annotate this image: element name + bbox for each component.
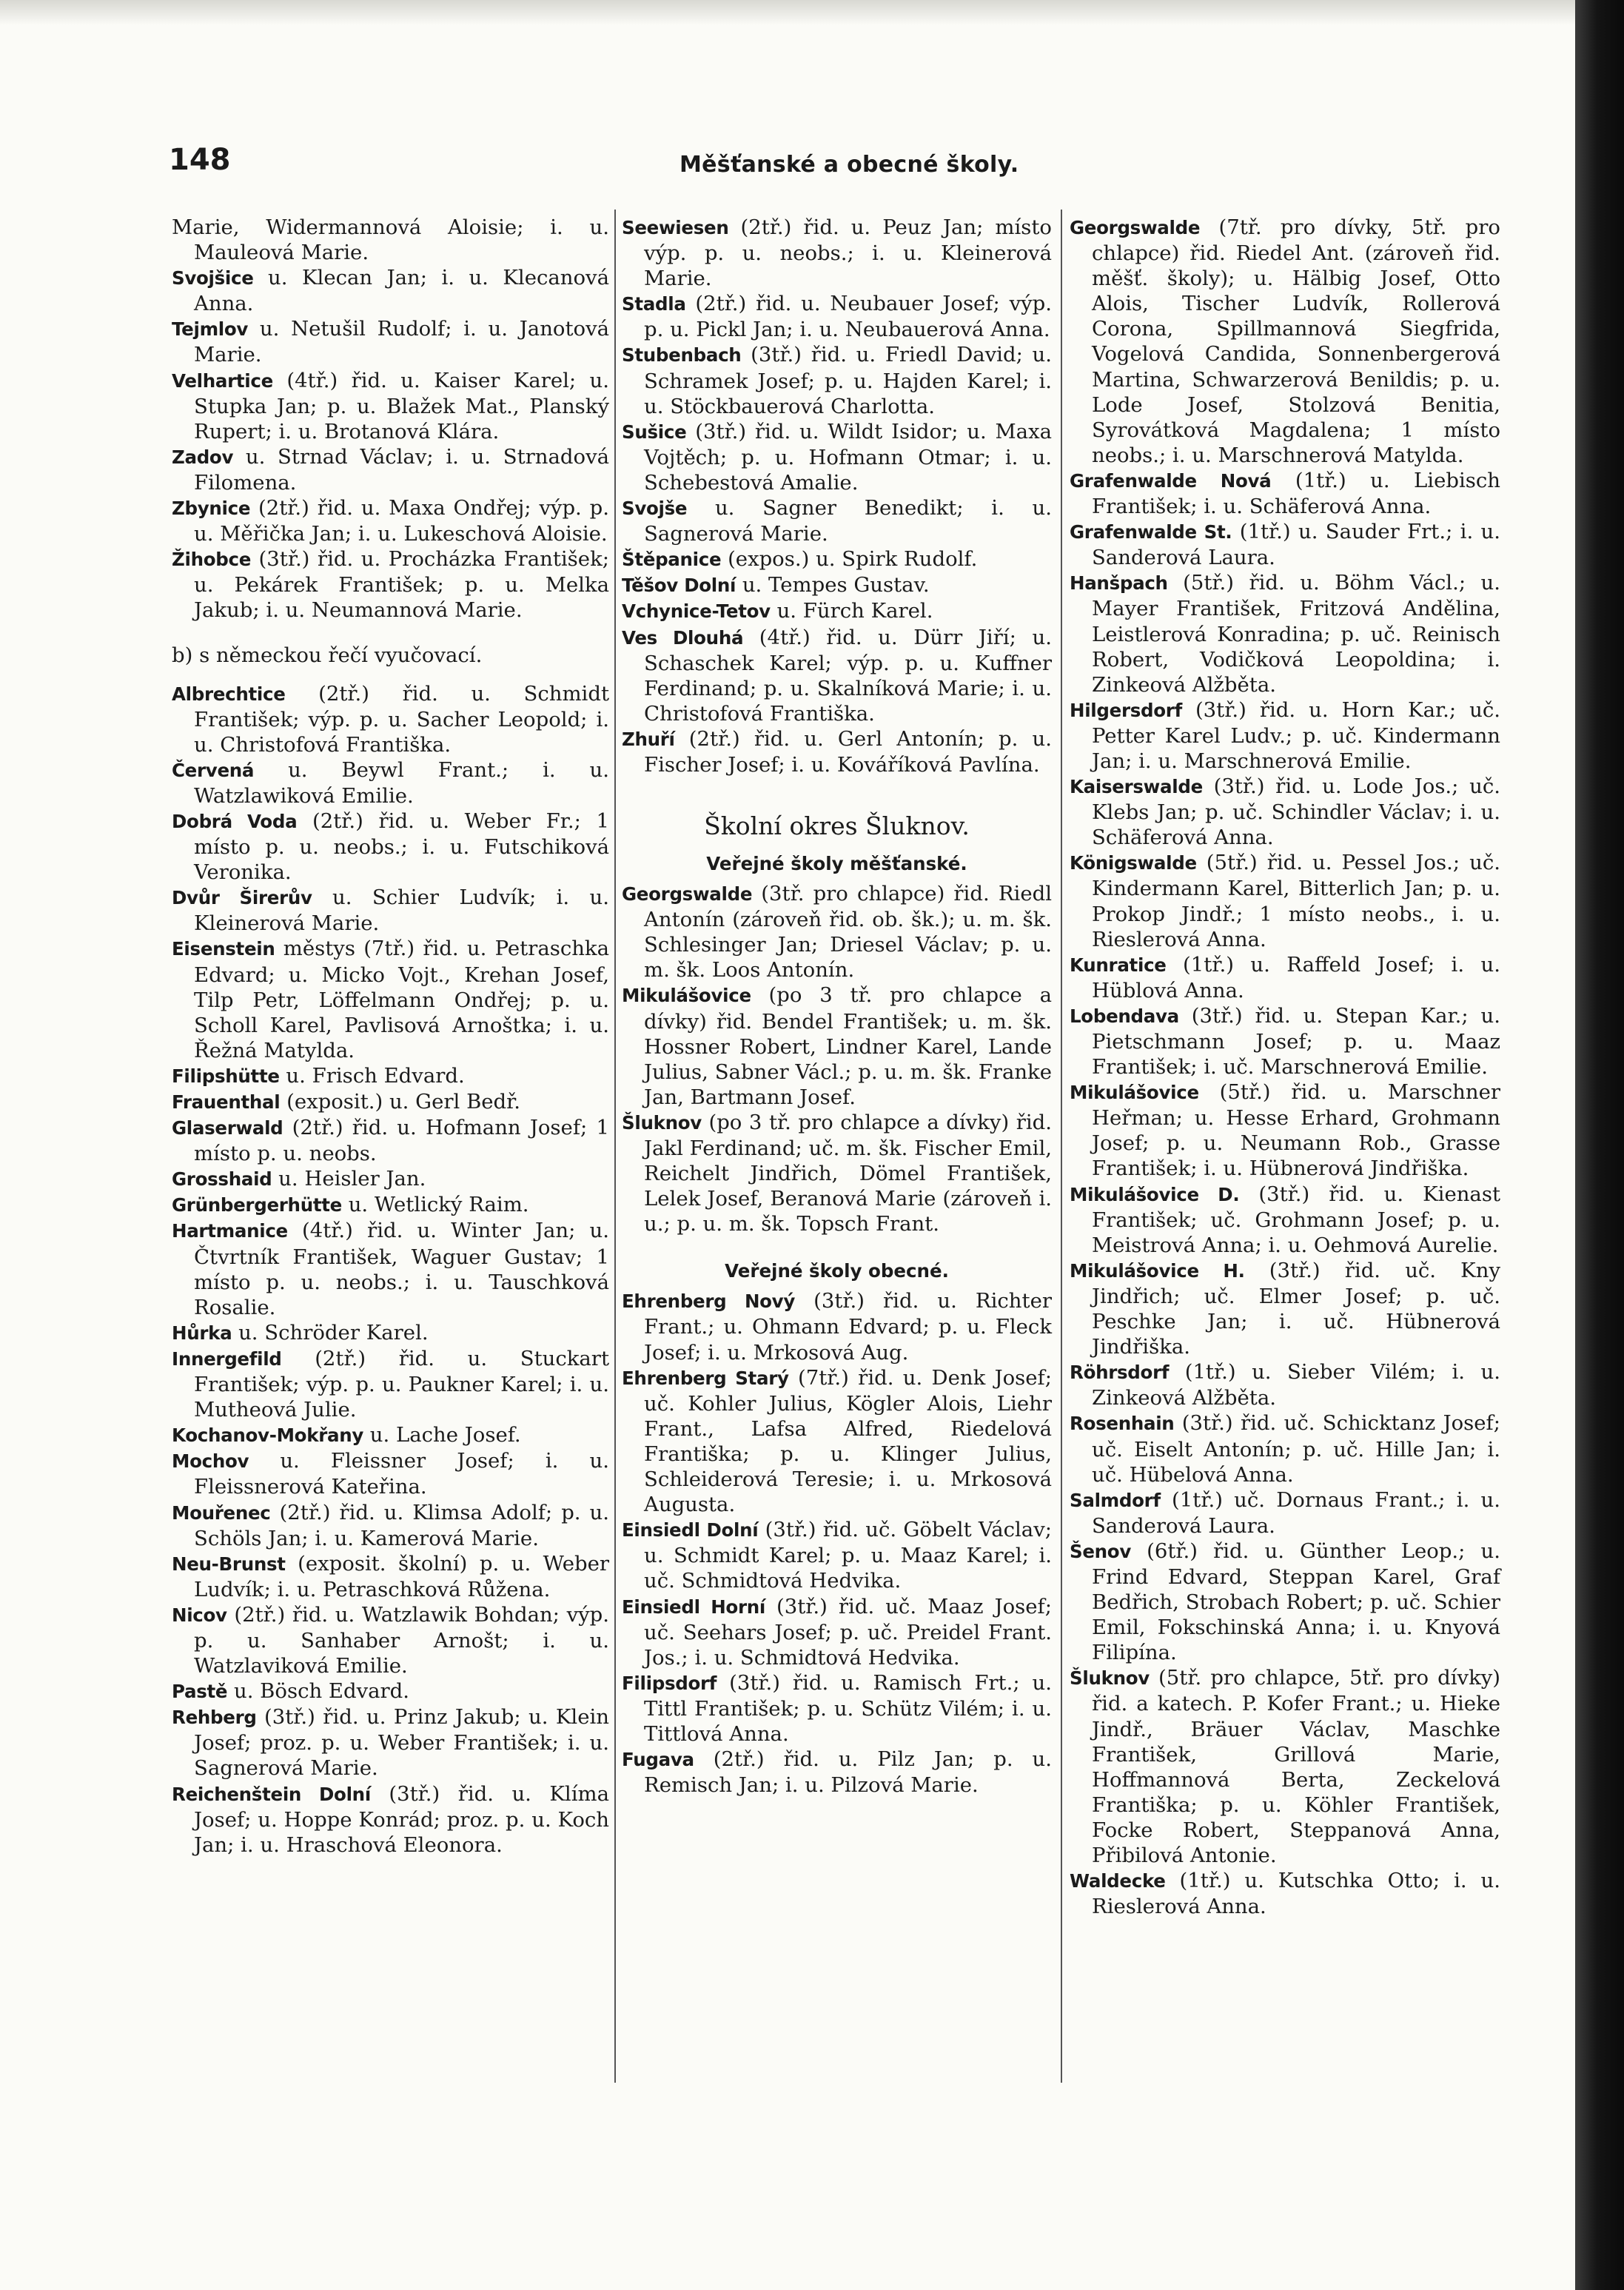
school-staff-text: (3tř.) řid. u. Friedl David; u. Schramek Josef; p. u. Hajden Karel; i. u. Stöckbauerová Charlotta. xyxy=(644,343,1052,418)
column-rule-1 xyxy=(614,210,616,2083)
school-place-name: Svojše xyxy=(622,498,688,520)
school-place-name: Žihobce xyxy=(172,549,252,571)
school-entry xyxy=(1070,952,1500,1003)
school-entry xyxy=(622,598,1052,624)
school-staff-text: (2tř.) řid. u. Peuz Jan; místo výp. p. u. neobs.; i. u. Kleinerová Marie. xyxy=(644,215,1052,291)
school-place-name: Ehrenberg Starý xyxy=(622,1367,789,1389)
school-staff-text: (1tř.) uč. Dornaus Frant.; i. u. Sanderová Laura. xyxy=(1092,1487,1500,1538)
school-staff-text: (5tř.) řid. u. Böhm Václ.; u. Mayer František, Fritzová Andělina, Leistlerová Konradina; p. uč. Reinisch Robert, Vodičková Leopoldina; i. Zinkeová Alžběta. xyxy=(1092,571,1500,697)
school-entry xyxy=(622,625,1052,726)
school-entry xyxy=(172,495,609,546)
school-place-name: Grafenwalde St. xyxy=(1070,521,1232,543)
school-place-name: Filipshütte xyxy=(172,1065,280,1087)
school-staff-text: (3tř.) řid. u. Stepan Kar.; u. Pietschmann Josef; p. u. Maaz František; i. uč. Marschnerová Emilie. xyxy=(1092,1003,1500,1079)
school-staff-text: (1tř.) u. Raffeld Josef; i. u. Hüblová Anna. xyxy=(1092,952,1500,1002)
school-staff-text: u. Fürch Karel. xyxy=(770,599,933,623)
school-entry xyxy=(172,681,609,757)
school-entry xyxy=(172,546,609,623)
school-entry xyxy=(1070,1258,1500,1359)
school-entry xyxy=(622,495,1052,546)
school-staff-text: u. Schier Ludvík; i. u. Kleinerová Marie. xyxy=(194,885,609,936)
school-entry xyxy=(1070,468,1500,519)
school-entry xyxy=(622,215,1052,291)
school-staff-text: (5tř.) řid. u. Marschner Heřman; u. Hesse Erhard, Grohmann Josef; p. u. Neumann Rob., Grasse František; i. u. Hübnerová Jindřiška. xyxy=(1092,1080,1500,1181)
school-entry xyxy=(1070,774,1500,850)
school-place-name: Rehberg xyxy=(172,1707,257,1729)
school-staff-text: (3tř.) řid. u. Horn Kar.; uč. Petter Karel Ludv.; p. uč. Kindermann Jan; i. u. Marschnerová Emilie. xyxy=(1092,697,1500,773)
school-entry xyxy=(622,1670,1052,1747)
school-staff-text: (7tř. pro dívky, 5tř. pro chlapce) řid. Riedel Ant. (zároveň řid. měšť. školy); u. Hälbig Josef, Otto Alois, Tischer Ludvík, Rollerová Corona, Spillmannová Siegfrida, Vogelová Candida, Sonnenbergerová Martina, Schwarzerová Benildis; p. u. Lode Josef, Stolzová Benitia, Syrovátková Magdalena; 1 místo neobs.; i. u. Marschnerová Matylda. xyxy=(1092,215,1500,467)
school-staff-text: u. Lache Josef. xyxy=(363,1423,521,1447)
school-place-name: Ehrenberg Nový xyxy=(622,1290,796,1313)
school-place-name: Grosshaid xyxy=(172,1168,272,1191)
school-entry xyxy=(172,368,609,444)
school-staff-text: u. Fleissner Josef; i. u. Fleissnerová Kateřina. xyxy=(194,1449,609,1499)
entry-list xyxy=(622,1288,1052,1798)
school-place-name: Innergefild xyxy=(172,1347,282,1370)
school-entry xyxy=(172,1320,609,1346)
school-entry xyxy=(172,1781,609,1858)
school-staff-text: (3tř.) řid. u. Klíma Josef; u. Hoppe Konrád; proz. p. u. Koch Jan; i. u. Hraschová Eleonora. xyxy=(194,1781,609,1857)
school-entry xyxy=(1070,850,1500,951)
school-staff-text: (2tř.) řid. u. Stuckart František; výp. p. u. Paukner Karel; i. u. Mutheová Julie. xyxy=(194,1346,609,1422)
school-entry xyxy=(172,1192,609,1218)
school-place-name: Einsiedl Dolní xyxy=(622,1519,759,1541)
school-entry xyxy=(622,982,1052,1109)
school-staff-text: (5tř. pro chlapce, 5tř. pro dívky) řid. a katech. P. Kofer Frant.; u. Hieke Jindř., Bräuer Václav, Maschke František, Grillová Marie, Hoffmannová Berta, Zeckelová Františka; p. u. Köhler František, Focke Robert, Steppanová Anna, Přibilová Antonie. xyxy=(1092,1666,1500,1867)
school-place-name: Einsiedl Horní xyxy=(622,1596,765,1618)
school-entry xyxy=(1070,1410,1500,1487)
school-entry xyxy=(1070,570,1500,697)
page-number: 148 xyxy=(169,143,231,177)
school-place-name: Svojšice xyxy=(172,267,254,289)
school-entry xyxy=(172,1602,609,1678)
school-place-name: Hanšpach xyxy=(1070,572,1168,595)
school-staff-text: (expos.) u. Spirk Rudolf. xyxy=(721,547,978,572)
school-place-name: Filipsdorf xyxy=(622,1672,717,1694)
school-entry xyxy=(1070,1539,1500,1665)
school-staff-text: (exposit.) u. Gerl Bedř. xyxy=(280,1090,521,1114)
school-place-name: Zadov xyxy=(172,446,234,468)
school-staff-text: (1tř.) u. Liebisch František; i. u. Schäferová Anna. xyxy=(1092,468,1500,519)
school-staff-text: (2tř.) řid. u. Gerl Antonín; p. u. Fischer Josef; i. u. Kováříková Pavlína. xyxy=(644,726,1052,777)
column-1 xyxy=(172,215,609,1858)
school-place-name: Ves Dlouhá xyxy=(622,626,744,649)
school-entry xyxy=(172,316,609,367)
school-staff-text: (2tř.) řid. u. Pilz Jan; p. u. Remisch Jan; i. u. Pilzová Marie. xyxy=(644,1747,1052,1798)
school-staff-text: (2tř.) řid. u. Weber Fr.; 1 místo p. u. neobs.; i. u. Futschiková Veronika. xyxy=(194,808,609,885)
school-entry xyxy=(172,1063,609,1089)
scan-top-shading xyxy=(0,0,1575,25)
school-staff-text: (2tř.) řid. u. Schmidt František; výp. p. u. Sacher Leopold; i. u. Christofová Františka. xyxy=(194,681,609,757)
school-staff-text: (3tř.) řid. u. Richter Frant.; u. Ohmann Edvard; p. u. Fleck Josef; i. u. Mrkosová Aug. xyxy=(644,1289,1052,1365)
school-place-name: Mikulášovice H. xyxy=(1070,1259,1245,1282)
school-entry xyxy=(172,1448,609,1499)
category-heading-burgher: Veřejné školy měšťanské. xyxy=(706,853,967,875)
school-staff-text: (po 3 tř. pro chlapce a dívky) řid. Bendel František; u. m. šk. Hossner Robert, Lindner Karel, Lande Julius, Sabner Václ.; p. u. m. šk. Franke Jan, Bartmann Josef. xyxy=(644,983,1052,1109)
school-entry xyxy=(172,757,609,808)
school-place-name: Šluknov xyxy=(622,1111,702,1134)
school-place-name: Seewiesen xyxy=(622,217,729,238)
school-place-name: Těšov Dolní xyxy=(622,575,736,597)
entry-list xyxy=(622,881,1052,1236)
school-entry xyxy=(622,881,1052,982)
school-place-name: Tejmlov xyxy=(172,318,249,341)
school-staff-text: (6tř.) řid. u. Günther Leop.; u. Frind Edvard, Steppan Karel, Graf Bedřich, Strobach Robert; p. uč. Schier Emil, Fokschinská Anna; i. u. Knyová Filipína. xyxy=(1092,1539,1500,1665)
school-entry xyxy=(172,808,609,885)
entry-list xyxy=(622,215,1052,777)
school-entry xyxy=(1070,1079,1500,1181)
school-staff-text: u. Frisch Edvard. xyxy=(279,1063,465,1088)
school-entry xyxy=(172,1704,609,1781)
school-staff-text: (4tř.) řid. u. Winter Jan; u. Čtvrtník František, Waguer Gustav; 1 místo p. u. neobs.; i. u. Tauschková Rosalie. xyxy=(194,1219,609,1319)
school-staff-text: (2tř.) řid. u. Neubauer Josef; výp. p. u. Pickl Jan; i. u. Neubauerová Anna. xyxy=(644,292,1052,342)
school-entry xyxy=(622,1594,1052,1670)
school-staff-text: (po 3 tř. pro chlapce a dívky) řid. Jakl Ferdinand; uč. m. šk. Fischer Emil, Reichelt Jindřich, Dömel František, Lelek Josef, Beranová Marie (zároveň i. u.; p. u. m. šk. Topsch Frant. xyxy=(644,1110,1052,1236)
school-entry xyxy=(622,419,1052,495)
school-place-name: Stubenbach xyxy=(622,344,742,366)
school-entry xyxy=(622,1517,1052,1593)
school-place-name: Kunratice xyxy=(1070,954,1167,976)
school-entry xyxy=(622,1288,1052,1365)
school-staff-text: (2tř.) řid. u. Maxa Ondřej; výp. p. u. Měřička Jan; i. u. Lukeschová Aloisie. xyxy=(194,496,609,546)
school-entry xyxy=(172,936,609,1062)
school-place-name: Röhrsdorf xyxy=(1070,1362,1170,1384)
school-staff-text: (3tř.) řid. uč. Kny Jindřich; uč. Elmer Josef; p. uč. Peschke Jan; i. uč. Hübnerová Jindřiška. xyxy=(1092,1258,1500,1359)
school-entry xyxy=(1070,1665,1500,1868)
school-place-name: Štěpanice xyxy=(622,549,722,571)
school-staff-text: (3tř.) řid. u. Lode Jos.; uč. Klebs Jan; p. uč. Schindler Václav; i. u. Schäferová Anna. xyxy=(1092,774,1500,850)
school-place-name: Mochov xyxy=(172,1450,249,1473)
school-place-name: Stadla xyxy=(622,293,686,315)
school-entry xyxy=(622,291,1052,342)
school-place-name: Mikulášovice xyxy=(1070,1082,1199,1104)
school-entry xyxy=(172,1500,609,1551)
school-staff-text: u. Bösch Edvard. xyxy=(227,1679,410,1704)
school-staff-text: (3tř.) řid. u. Ramisch Frt.; u. Tittl František; p. u. Schütz Vilém; i. u. Tittlová Anna. xyxy=(644,1670,1052,1746)
school-entry xyxy=(622,1365,1052,1518)
school-place-name: Hůrka xyxy=(172,1322,232,1344)
school-staff-text: (3tř.) řid. u. Wildt Isidor; u. Maxa Vojtěch; p. u. Hofmann Otmar; i. u. Schebestová Amalie. xyxy=(644,419,1052,495)
school-place-name: Mouřenec xyxy=(172,1501,271,1524)
district-title: Školní okres Šluknov. xyxy=(704,811,970,841)
school-place-name: Vchynice-Tetov xyxy=(622,600,771,623)
school-place-name: Albrechtice xyxy=(172,683,286,705)
school-place-name: Velhartice xyxy=(172,369,273,392)
running-title: Měšťanské a obecné školy. xyxy=(680,152,1019,178)
school-place-name: Dvůr Širerův xyxy=(172,887,312,909)
school-entry xyxy=(172,1115,609,1166)
school-staff-text: (2tř.) řid. u. Hofmann Josef; 1 místo p. u. neobs. xyxy=(194,1116,609,1166)
entry-list xyxy=(172,215,609,623)
school-staff-text: (3tř.) řid. uč. Schicktanz Josef; uč. Eiselt Antonín; p. uč. Hille Jan; i. uč. Hübelová Anna. xyxy=(1092,1411,1500,1487)
school-staff-text: u. Schröder Karel. xyxy=(232,1320,429,1345)
school-place-name: Zhuří xyxy=(622,728,675,750)
school-entry xyxy=(172,1422,609,1448)
school-entry xyxy=(1070,1003,1500,1079)
school-entry xyxy=(1070,1868,1500,1919)
school-place-name: Lobendava xyxy=(1070,1005,1179,1027)
school-entry xyxy=(172,1218,609,1319)
school-entry xyxy=(622,342,1052,418)
school-place-name: Mikulášovice D. xyxy=(1070,1183,1240,1205)
school-staff-text: (3tř. pro chlapce) řid. Riedl Antonín (zároveň řid. ob. šk.); u. m. šk. Schlesinger Jan; Driesel Václav; p. u. m. šk. Loos Antonín. xyxy=(644,882,1052,982)
school-entry xyxy=(622,572,1052,598)
school-place-name: Hartmanice xyxy=(172,1220,288,1242)
school-staff-text: (7tř.) řid. u. Denk Josef; uč. Kohler Julius, Kögler Alois, Liehr Frant., Lafsa Alfred, Riedelová Františka; p. u. Klinger Julius, Schleiderová Teresie; i. u. Mrkosová Augusta. xyxy=(644,1365,1052,1517)
school-staff-text: (3tř.) řid. uč. Göbelt Václav; u. Schmidt Karel; p. u. Maaz Karel; i. uč. Schmidtová Hedvika. xyxy=(644,1518,1052,1593)
school-place-name: Hilgersdorf xyxy=(1070,699,1182,721)
school-staff-text: (3tř.) řid. u. Prinz Jakub; u. Klein Josef; proz. p. u. Weber František; i. u. Sagnerová Marie. xyxy=(194,1705,609,1781)
school-entry xyxy=(172,265,609,316)
school-place-name: Fugava xyxy=(622,1749,694,1771)
school-staff-text: městys (7tř.) řid. u. Petraschka Edvard; u. Micko Vojt., Krehan Josef, Tilp Petr, Löffelmann Ondřej; p. u. Scholl Karel, Pavlisová Arnoštka; i. u. Řežná Matylda. xyxy=(194,937,609,1062)
school-entry xyxy=(172,1551,609,1602)
school-staff-text: u. Strnad Václav; i. u. Strnadová Filomena. xyxy=(194,444,609,495)
school-place-name: Königswalde xyxy=(1070,852,1197,874)
school-staff-text: u. Tempes Gustav. xyxy=(736,573,930,597)
school-place-name: Grafenwalde Nová xyxy=(1070,469,1272,492)
school-entry xyxy=(1070,1487,1500,1539)
column-rule-2 xyxy=(1061,210,1062,2083)
school-place-name: Rosenhain xyxy=(1070,1413,1175,1435)
school-place-name: Pastě xyxy=(172,1681,228,1703)
school-place-name: Glaserwald xyxy=(172,1117,283,1139)
school-place-name: Frauenthal xyxy=(172,1091,281,1113)
school-staff-text: (1tř.) u. Kutschka Otto; i. u. Rieslerová Anna. xyxy=(1092,1869,1500,1919)
school-entry xyxy=(1070,1359,1500,1410)
school-entry xyxy=(172,215,609,265)
school-staff-text: (3tř.) řid. u. Procházka František; u. Pekárek František; p. u. Melka Jakub; i. u. Neumannová Marie. xyxy=(194,547,609,623)
school-place-name: Zbynice xyxy=(172,498,251,520)
scan-right-edge xyxy=(1575,0,1624,2290)
school-staff-text: u. Klecan Jan; i. u. Klecanová Anna. xyxy=(194,266,609,316)
school-staff-text: (3tř.) řid. uč. Maaz Josef; uč. Seehars Josef; p. uč. Preidel Frant. Jos.; i. u. Schmidtová Hedvika. xyxy=(644,1594,1052,1670)
school-place-name: Šenov xyxy=(1070,1540,1132,1562)
school-staff-text: Marie, Widermannová Aloisie; i. u. Mauleová Marie. xyxy=(172,215,609,265)
school-staff-text: u. Sagner Benedikt; i. u. Sagnerová Marie. xyxy=(644,496,1052,546)
school-staff-text: (4tř.) řid. u. Dürr Jiří; u. Schaschek Karel; výp. p. u. Kuffner Ferdinand; p. u. Skalníková Marie; i. u. Christofová Františka. xyxy=(644,625,1052,726)
school-entry xyxy=(172,1166,609,1192)
school-staff-text: (4tř.) řid. u. Kaiser Karel; u. Stupka Jan; p. u. Blažek Mat., Planský Rupert; i. u. Brotanová Klára. xyxy=(194,368,609,443)
school-staff-text: u. Heisler Jan. xyxy=(272,1167,426,1191)
school-staff-text: u. Wetlický Raim. xyxy=(341,1193,529,1217)
school-place-name: Grünbergerhütte xyxy=(172,1194,342,1216)
school-entry xyxy=(172,1089,609,1115)
entry-list xyxy=(172,681,609,1858)
school-staff-text: u. Beywl Frant.; i. u. Watzlawiková Emilie. xyxy=(194,757,609,808)
school-place-name: Salmdorf xyxy=(1070,1489,1161,1511)
school-place-name: Šluknov xyxy=(1070,1667,1150,1690)
school-entry xyxy=(172,1678,609,1704)
school-entry xyxy=(1070,1182,1500,1258)
school-place-name: Waldecke xyxy=(1070,1870,1166,1892)
school-entry xyxy=(172,444,609,495)
school-staff-text: (exposit. školní) p. u. Weber Ludvík; i. u. Petraschková Růžena. xyxy=(194,1551,609,1601)
entry-list xyxy=(1070,215,1500,1919)
school-place-name: Mikulášovice xyxy=(622,985,751,1007)
school-entry xyxy=(622,1747,1052,1798)
school-place-name: Sušice xyxy=(622,421,687,443)
school-place-name: Neu-Brunst xyxy=(172,1553,286,1575)
school-place-name: Červená xyxy=(172,759,255,781)
school-staff-text: (2tř.) řid. u. Watzlawik Bohdan; výp. p. u. Sanhaber Arnošt; i. u. Watzlaviková Emilie. xyxy=(194,1602,609,1678)
school-staff-text: (2tř.) řid. u. Klimsa Adolf; p. u. Schöls Jan; i. u. Kamerová Marie. xyxy=(194,1500,609,1550)
school-staff-text: (1tř.) u. Sieber Vilém; i. u. Zinkeová Alžběta. xyxy=(1092,1360,1500,1410)
school-place-name: Dobrá Voda xyxy=(172,810,298,832)
column-2 xyxy=(622,215,1052,1798)
school-entry xyxy=(172,1346,609,1422)
school-place-name: Kaiserswalde xyxy=(1070,776,1203,798)
school-staff-text: u. Netušil Rudolf; i. u. Janotová Marie. xyxy=(194,317,609,367)
school-staff-text: (3tř.) řid. u. Kienast František; uč. Grohmann Josef; p. u. Meistrová Anna; i. u. Oehmová Aurelie. xyxy=(1092,1182,1500,1257)
school-entry xyxy=(1070,519,1500,570)
school-place-name: Nicov xyxy=(172,1604,227,1626)
school-entry xyxy=(622,726,1052,777)
school-place-name: Kochanov-Mokřany xyxy=(172,1424,364,1447)
column-3 xyxy=(1070,215,1500,1919)
school-place-name: Georgswalde xyxy=(622,883,753,905)
school-entry xyxy=(622,546,1052,572)
school-entry xyxy=(1070,697,1500,774)
school-entry xyxy=(622,1110,1052,1236)
section-heading-german: b) s německou řečí vyučovací. xyxy=(172,643,483,667)
school-place-name: Georgswalde xyxy=(1070,217,1201,238)
school-place-name: Reichenštein Dolní xyxy=(172,1783,371,1805)
school-entry xyxy=(172,885,609,936)
school-staff-text: (1tř.) u. Sauder Frt.; i. u. Sanderová Laura. xyxy=(1092,520,1501,570)
school-place-name: Eisenstein xyxy=(172,938,275,960)
category-heading-public: Veřejné školy obecné. xyxy=(725,1260,949,1282)
school-entry xyxy=(1070,215,1500,468)
school-staff-text: (5tř.) řid. u. Pessel Jos.; uč. Kindermann Karel, Bitterlich Jan; p. u. Prokop Jindř.; 1 místo neobs., i. u. Rieslerová Anna. xyxy=(1092,851,1500,951)
